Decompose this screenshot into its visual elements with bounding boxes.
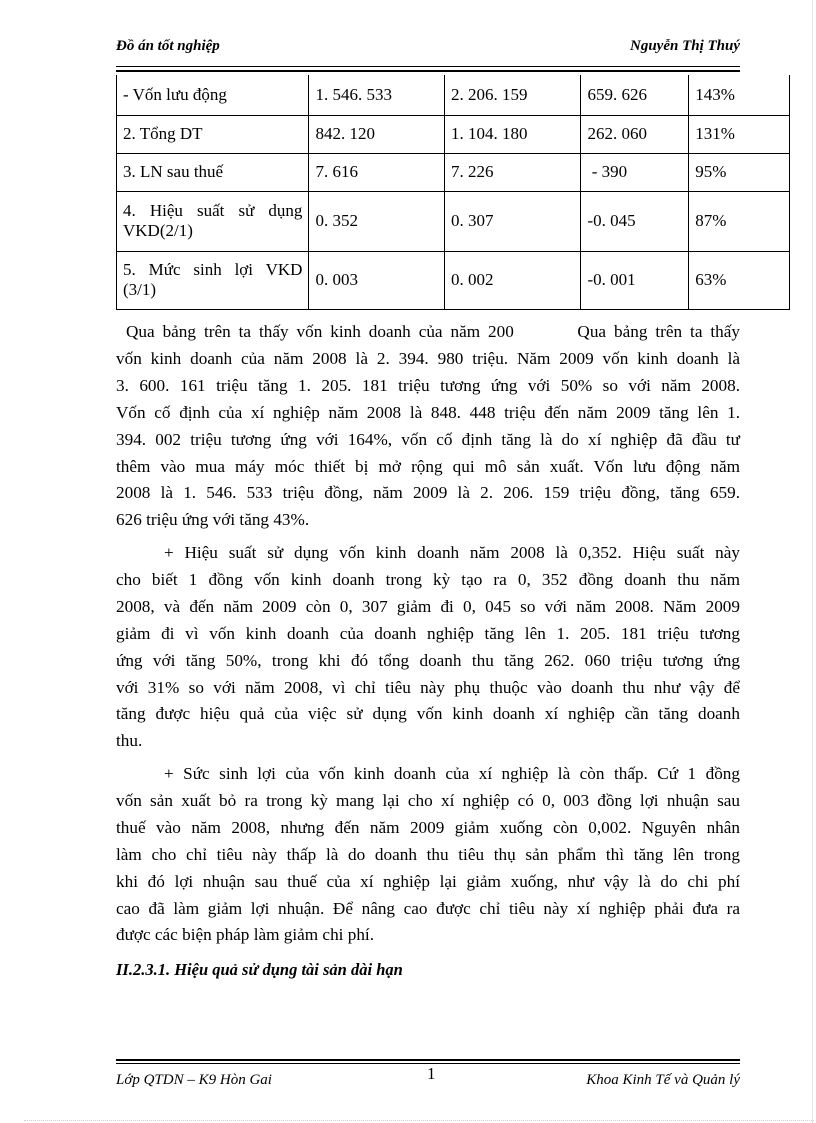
- page-edge-right: [812, 0, 813, 1123]
- paragraph-efficiency: [116, 540, 740, 755]
- text-line: Vốn cố định của xí nghiệp năm 2008 là 848. 448 triệu đến năm 2009 tăng lên 1.: [116, 402, 740, 422]
- text-line: ứng với tăng 50%, trong khi đó tổng doanh thu tăng 262. 060 triệu tương ứng: [116, 650, 740, 670]
- value-2008: 1. 546. 533: [309, 75, 445, 115]
- value-2008: 0. 352: [309, 191, 445, 251]
- text-line: cao đã làm giảm lợi nhuận. Để nâng cao được chỉ tiêu này xí nghiệp phải đưa ra: [116, 898, 740, 918]
- section-heading: II.2.3.1. Hiệu quả sử dụng tài sản dài hạn: [116, 960, 403, 979]
- text-line: cho biết 1 đồng vốn kinh doanh trong kỳ tạo ra 0, 352 đồng doanh thu năm: [116, 569, 740, 589]
- footer-rule-thick: [116, 1059, 740, 1061]
- capital-efficiency-table: [116, 75, 790, 310]
- value-2008: 0. 003: [309, 251, 445, 309]
- header-rule-thick: [116, 70, 740, 72]
- row-label-line-2: (3/1): [123, 280, 157, 299]
- paragraph-capital-summary: [116, 319, 740, 534]
- value-percent: 143%: [689, 75, 790, 115]
- value-2009: 0. 002: [444, 251, 581, 309]
- text-line: tăng được hiệu quả của việc sử dụng vốn kinh doanh xí nghiệp cần tăng doanh: [116, 704, 740, 724]
- value-percent: 87%: [689, 191, 790, 251]
- row-label-line-1: 5. Mức sinh lợi VKD: [123, 260, 303, 279]
- row-label: [117, 191, 309, 251]
- table-row: [117, 153, 790, 191]
- value-2009: 7. 226: [444, 153, 581, 191]
- header-rule-thin: [116, 66, 740, 67]
- header-author: Nguyễn Thị Thuý: [629, 38, 740, 54]
- value-percent: 131%: [689, 115, 790, 153]
- text-line: Qua bảng trên ta thấy vốn kinh doanh của năm 200 Qua bảng trên ta thấy: [126, 322, 740, 341]
- table-row: [117, 251, 790, 309]
- text-line: + Sức sinh lợi của vốn kinh doanh của xí nghiệp là còn thấp. Cứ 1 đồng: [164, 764, 740, 783]
- value-difference: 659. 626: [581, 75, 689, 115]
- value-difference: -0. 001: [581, 251, 689, 309]
- header-document-title: Đồ án tốt nghiệp: [116, 38, 220, 54]
- row-label: - Vốn lưu động: [117, 75, 309, 115]
- text-line: thêm vào mua máy móc thiết bị mở rộng qui mô sản xuất. Vốn lưu động năm: [116, 456, 740, 476]
- text-line: giảm đi vì vốn kinh doanh của doanh nghiệp tăng lên 1. 205. 181 triệu tương: [116, 623, 740, 643]
- row-label: 3. LN sau thuế: [117, 153, 309, 191]
- table-row: [117, 115, 790, 153]
- text-line: 2008 là 1. 546. 533 triệu đồng, năm 2009 là 2. 206. 159 triệu đồng, tăng 659.: [116, 483, 740, 503]
- value-difference: 262. 060: [581, 115, 689, 153]
- text-line: 394. 002 triệu tương ứng với 164%, vốn cố định tăng là do xí nghiệp đã đầu tư: [116, 429, 740, 449]
- value-percent: 95%: [689, 153, 790, 191]
- text-line: được các biện pháp làm giảm chi phí.: [116, 925, 374, 945]
- row-label-line-1: 4. Hiệu suất sử dụng: [123, 201, 303, 220]
- table-row: [117, 191, 790, 251]
- paragraph-profitability: [116, 761, 740, 949]
- row-label-line-2: VKD(2/1): [123, 221, 193, 240]
- value-2008: 842. 120: [309, 115, 445, 153]
- text-line: khi đó lợi nhuận sau thuế của xí nghiệp lại giảm xuống, như vậy là do chi phí: [116, 871, 740, 891]
- value-difference: - 390: [581, 153, 689, 191]
- page-footer: [116, 1066, 740, 1090]
- text-line: 2008, và đến năm 2009 còn 0, 307 giảm đi 0, 045 so với năm 2008. Năm 2009: [116, 596, 740, 616]
- text-line: thu.: [116, 731, 143, 751]
- page-edge-bottom: [24, 1120, 814, 1121]
- text-line: làm cho chỉ tiêu này thấp là do doanh thu tiêu thụ sản phẩm thì tăng lên trong: [116, 844, 740, 864]
- text-line: vốn sản xuất bỏ ra trong kỳ mang lại cho xí nghiệp có 0, 003 đồng lợi nhuận sau: [116, 790, 740, 810]
- page-number: 1: [427, 1064, 436, 1083]
- text-line: thuế vào năm 2008, nhưng đến năm 2009 giảm xuống còn 0,002. Nguyên nhân: [116, 817, 740, 837]
- value-2009: 2. 206. 159: [444, 75, 581, 115]
- text-line: 3. 600. 161 triệu tăng 1. 205. 181 triệu tương ứng với 50% so với năm 2008.: [116, 375, 740, 395]
- value-2008: 7. 616: [309, 153, 445, 191]
- text-line: với 31% so với năm 2008, vì chỉ tiêu này phụ thuộc vào doanh thu như vậy để: [116, 677, 740, 697]
- row-label: 2. Tổng DT: [117, 115, 309, 153]
- text-line: + Hiệu suất sử dụng vốn kinh doanh năm 2008 là 0,352. Hiệu suất này: [164, 543, 740, 562]
- value-difference: -0. 045: [581, 191, 689, 251]
- value-percent: 63%: [689, 251, 790, 309]
- footer-class-name: Lớp QTDN – K9 Hòn Gai: [116, 1072, 272, 1088]
- page-header: [116, 34, 740, 56]
- row-label: [117, 251, 309, 309]
- value-2009: 0. 307: [444, 191, 581, 251]
- value-2009: 1. 104. 180: [444, 115, 581, 153]
- table-row: [117, 75, 790, 115]
- text-line: vốn kinh doanh của năm 2008 là 2. 394. 980 triệu. Năm 2009 vốn kinh doanh là: [116, 348, 740, 368]
- text-line: 626 triệu ứng với tăng 43%.: [116, 510, 310, 530]
- footer-faculty: Khoa Kinh Tế và Quản lý: [586, 1072, 740, 1088]
